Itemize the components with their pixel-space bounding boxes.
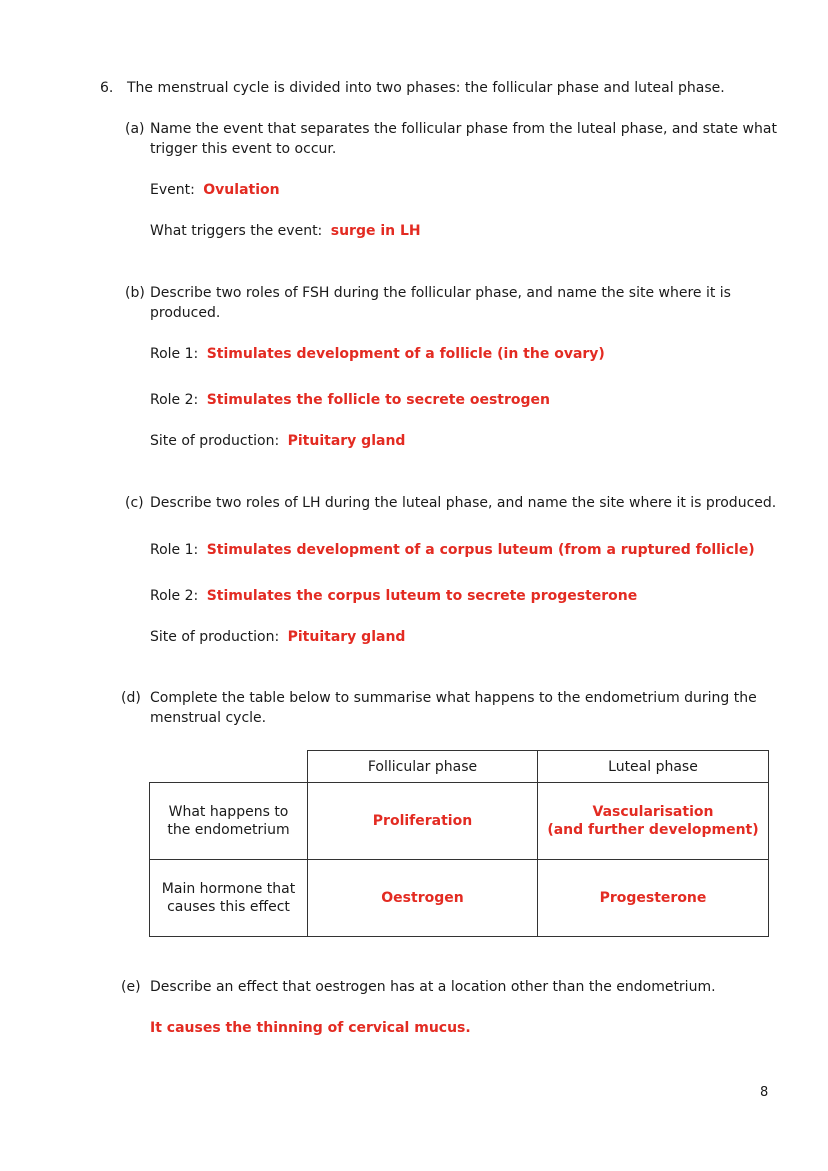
part-a-text-line2: trigger this event to occur. — [150, 141, 337, 157]
lh-role2-label: Role 2: — [150, 588, 199, 604]
part-d-text-line1: Complete the table below to summarise what happens to the endometrium during the — [150, 690, 757, 706]
fsh-site-answer: Pituitary gland — [287, 433, 406, 449]
fsh-role1-label: Role 1: — [150, 346, 199, 362]
question-intro: The menstrual cycle is divided into two phases: the follicular phase and luteal phase. — [127, 80, 725, 96]
part-b-text-line2: produced. — [150, 305, 221, 321]
trigger-label: What triggers the event: — [150, 223, 323, 239]
row2-luteal-answer: Progesterone — [538, 860, 769, 937]
part-d-label: (d) — [121, 690, 141, 706]
part-d-text-line2: menstrual cycle. — [150, 710, 267, 726]
event-line — [150, 180, 280, 200]
part-a-text-line1: Name the event that separates the follicular phase from the luteal phase, and state what — [150, 121, 777, 137]
lh-site-answer: Pituitary gland — [287, 629, 406, 645]
lh-role1-line — [150, 540, 755, 560]
row1-label — [150, 783, 308, 860]
table-header-row — [150, 751, 769, 783]
row1-follicular-answer: Proliferation — [308, 783, 538, 860]
table-row — [150, 860, 769, 937]
trigger-answer: surge in LH — [330, 223, 421, 239]
row2-follicular-answer: Oestrogen — [308, 860, 538, 937]
fsh-role1-line — [150, 344, 605, 364]
part-b-text-line1: Describe two roles of FSH during the follicular phase, and name the site where it is — [150, 285, 731, 301]
fsh-role2-line — [150, 390, 550, 410]
row2-label-line2: causes this effect — [167, 899, 290, 915]
lh-role2-line — [150, 586, 637, 606]
row2-label-line1: Main hormone that — [161, 881, 296, 897]
event-label: Event: — [150, 182, 195, 198]
table-row — [150, 783, 769, 860]
fsh-site-line — [150, 431, 405, 451]
row1-label-line2: the endometrium — [167, 822, 290, 838]
lh-site-line — [150, 627, 405, 647]
event-answer: Ovulation — [203, 182, 280, 198]
part-b-label: (b) — [125, 285, 145, 301]
fsh-site-label: Site of production: — [150, 433, 280, 449]
part-c-text-line1: Describe two roles of LH during the luteal phase, and name the site where it is produced. — [150, 495, 777, 511]
row1-luteal-line2: (and further development) — [547, 822, 759, 838]
page-number: 8 — [760, 1085, 769, 1100]
row1-label-line1: What happens to — [168, 804, 289, 820]
header-luteal: Luteal phase — [538, 751, 769, 783]
trigger-line — [150, 221, 421, 241]
row1-luteal-answer — [538, 783, 769, 860]
table-corner-cell — [150, 751, 308, 783]
part-c-label: (c) — [125, 495, 144, 511]
fsh-role1-answer: Stimulates development of a follicle (in the ovary) — [206, 346, 605, 362]
part-e-text-line1: Describe an effect that oestrogen has at a location other than the endometrium. — [150, 979, 716, 995]
lh-role1-answer: Stimulates development of a corpus luteum (from a ruptured follicle) — [206, 542, 755, 558]
row2-label — [150, 860, 308, 937]
question-number: 6. — [100, 80, 114, 96]
lh-role1-label: Role 1: — [150, 542, 199, 558]
part-e-label: (e) — [121, 979, 141, 995]
fsh-role2-answer: Stimulates the follicle to secrete oestrogen — [206, 392, 550, 408]
endometrium-table — [149, 750, 769, 937]
part-a-label: (a) — [125, 121, 145, 137]
row1-luteal-line1: Vascularisation — [592, 804, 714, 820]
header-follicular: Follicular phase — [308, 751, 538, 783]
part-e-answer: It causes the thinning of cervical mucus. — [150, 1020, 471, 1036]
fsh-role2-label: Role 2: — [150, 392, 199, 408]
lh-site-label: Site of production: — [150, 629, 280, 645]
lh-role2-answer: Stimulates the corpus luteum to secrete progesterone — [206, 588, 638, 604]
